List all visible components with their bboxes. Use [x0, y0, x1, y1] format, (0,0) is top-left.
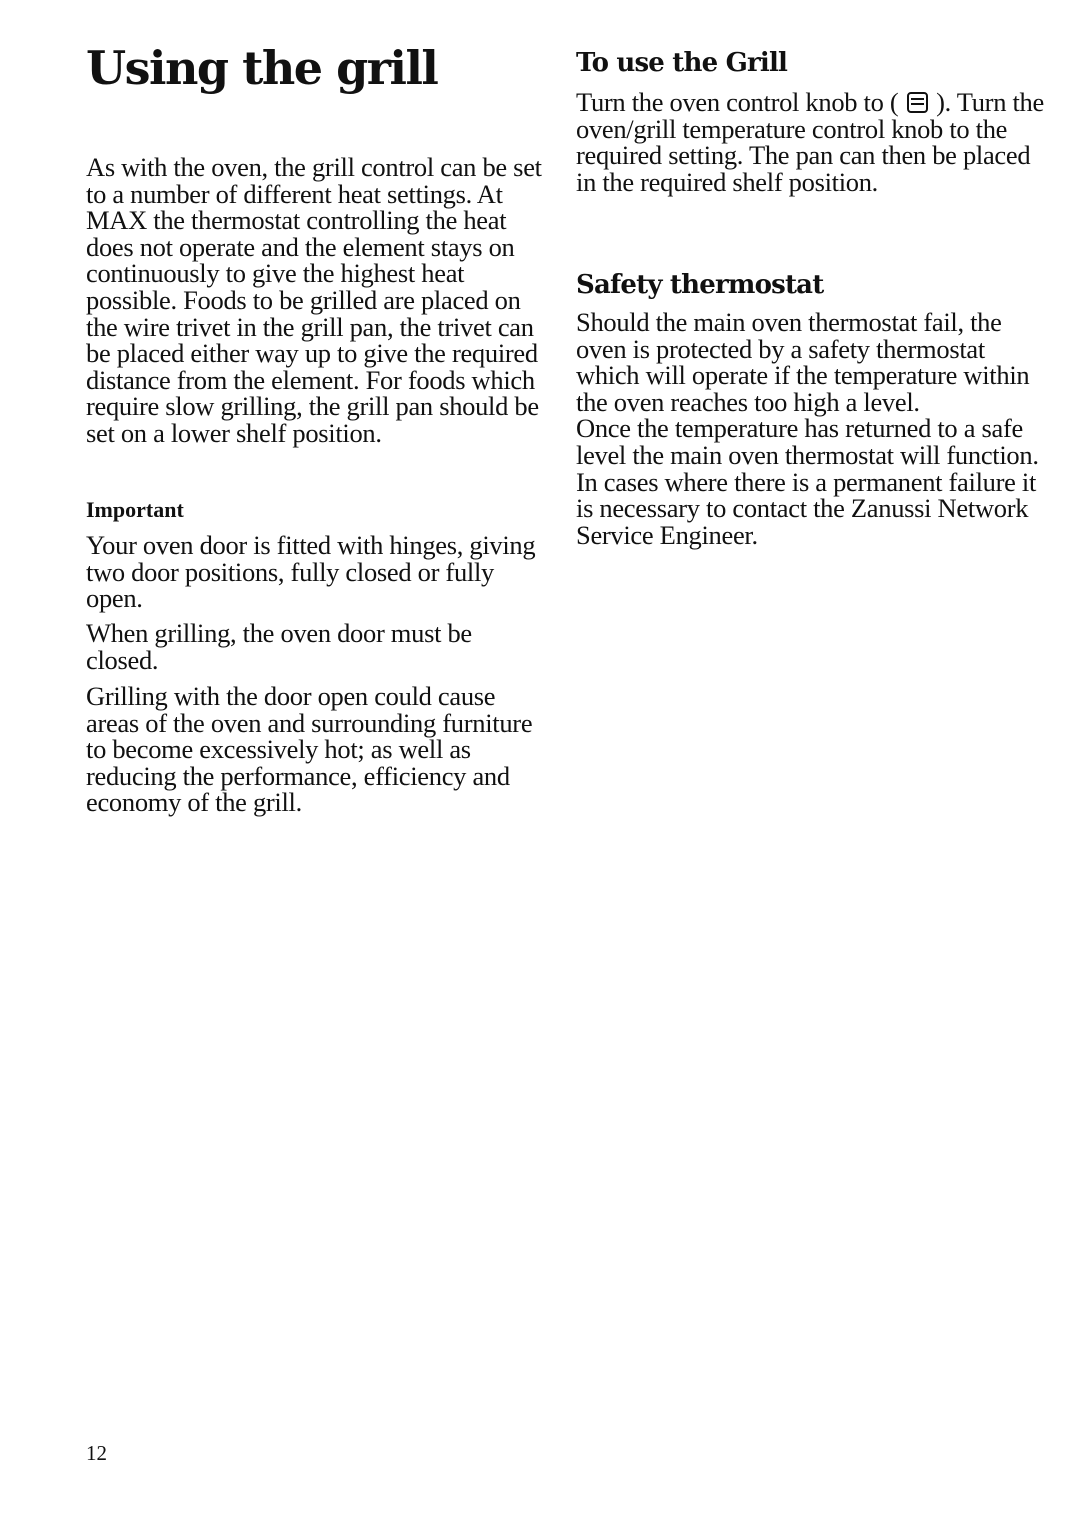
use-grill-paragraph: [576, 89, 1046, 195]
safety-thermostat-heading: Safety thermostat: [576, 270, 824, 300]
safety-paragraph: Should the main oven thermostat fail, the oven is protected by a safety thermostat which will operate if the temperature within the oven reaches too high a level.: [576, 307, 1030, 417]
use-grill-text-start: Turn the oven control knob to (: [576, 87, 899, 117]
door-closed-paragraph: When grilling, the oven door must be closed.: [86, 618, 472, 675]
use-grill-text-end: ). Turn the oven/grill temperature control knob to the required setting. The pan can then be placed in the required shelf position.: [576, 87, 1044, 197]
page-title: Using the grill: [86, 41, 438, 95]
use-grill-heading: To use the Grill: [576, 48, 788, 78]
safety-paragraph: In cases where there is a permanent failure it is necessary to contact the Zanussi Network Service Engineer.: [576, 466, 1037, 550]
safety-paragraph: Once the temperature has returned to a safe level the main oven thermostat will function.: [576, 413, 1039, 470]
important-heading: Important: [86, 497, 184, 522]
page-number: 12: [86, 1441, 107, 1465]
door-open-warning-paragraph: Grilling with the door open could cause areas of the oven and surrounding furniture to become excessively hot; as well as reducing the performance, efficiency and economy of the grill.: [86, 681, 533, 818]
safety-thermostat-body: [576, 309, 1046, 548]
grill-symbol-icon: [907, 92, 928, 113]
door-hinges-paragraph: Your oven door is fitted with hinges, giving two door positions, fully closed or fully open.: [86, 530, 536, 614]
intro-paragraph: As with the oven, the grill control can be set to a number of different heat settings. At MAX the thermostat controlling the heat does not operate and the element stays on continuously to give the highest heat possible. Foods to be grilled are placed on the wire trivet in the grill pan, the trivet can be placed either way up to give the required distance from the element. For foods which require slow grilling, the grill pan should be set on a lower shelf position.: [86, 152, 542, 448]
